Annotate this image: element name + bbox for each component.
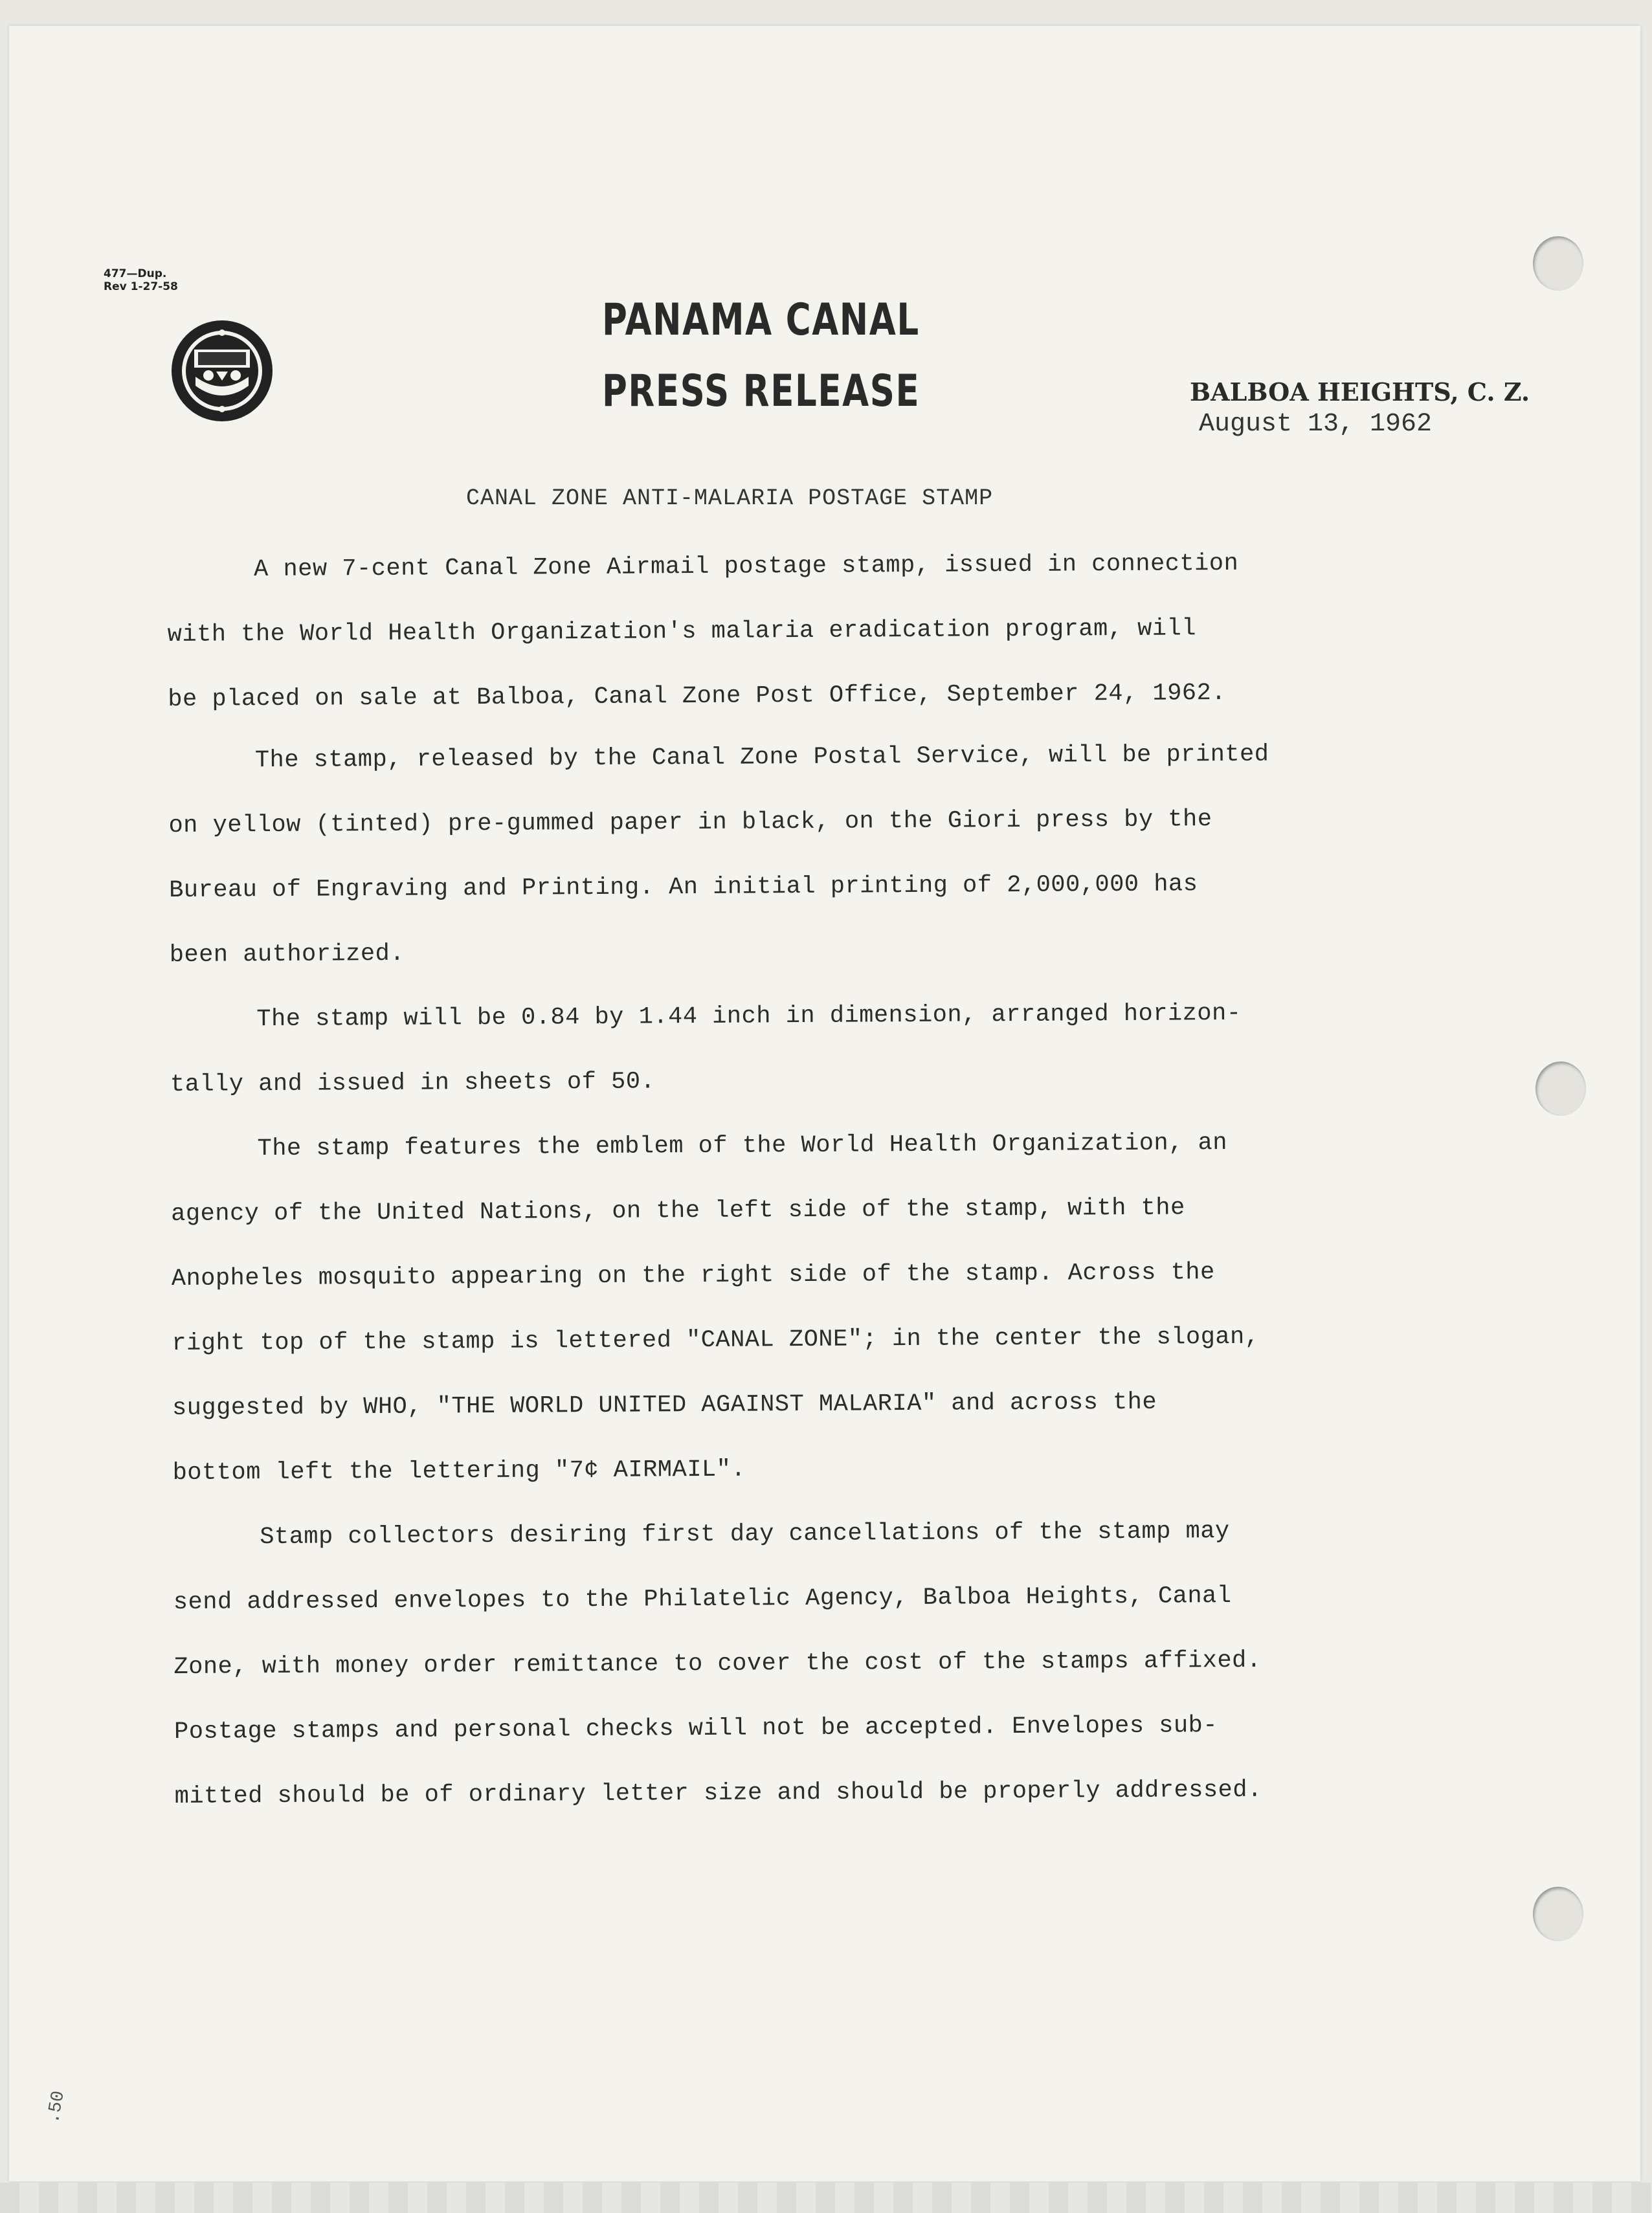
body-line: be placed on sale at Balboa, Canal Zone Post Office, September 24, 1962. [168,680,1227,713]
body-line: been authorized. [169,940,405,969]
body-line: Postage stamps and personal checks will not be accepted. Envelopes sub- [173,1712,1218,1746]
margin-note: .50 [43,2089,69,2126]
body-line: on yellow (tinted) pre-gummed paper in black, on the Giori press by the [168,806,1212,840]
body-line: Stamp collectors desiring first day cancellations of the stamp may [260,1518,1230,1551]
body-line: suggested by WHO, "THE WORLD UNITED AGAINST MALARIA" and across the [172,1388,1157,1422]
body-line: mitted should be of ordinary letter size and should be properly addressed. [174,1776,1262,1810]
form-code [104,267,178,293]
body-line: The stamp features the emblem of the World Health Organization, an [257,1129,1228,1163]
body-line: send addressed envelopes to the Philatelic Agency, Balboa Heights, Canal [173,1582,1232,1616]
body-line: Bureau of Engraving and Printing. An initial printing of 2,000,000 has [169,871,1198,904]
masthead-line2: PRESS RELEASE [602,366,921,417]
body-line: agency of the United Nations, on the left side of the stamp, with the [171,1194,1185,1228]
body-line: The stamp, released by the Canal Zone Postal Service, will be printed [254,740,1269,775]
panama-canal-seal-icon [170,318,274,423]
body-line: The stamp will be 0.84 by 1.44 inch in dimension, arranged horizon- [256,999,1242,1034]
body-line: Anopheles mosquito appearing on the right side of the stamp. Across the [171,1259,1215,1293]
body-line: bottom left the lettering "7¢ AIRMAIL". [172,1456,746,1487]
release-date: August 13, 1962 [1199,410,1433,439]
sheet-protector-edge [0,2183,1652,2213]
body-line: A new 7-cent Canal Zone Airmail postage stamp, issued in connection [253,550,1239,584]
location: BALBOA HEIGHTS, C. Z. [1190,377,1530,406]
form-code-line1: 477—Dup. [104,267,167,280]
punch-hole-top [1533,236,1583,291]
punch-hole-bottom [1533,1887,1583,1941]
body-line: tally and issued in sheets of 50. [170,1068,656,1098]
form-code-line2: Rev 1-27-58 [104,280,178,293]
masthead [602,285,955,427]
body-line: Zone, with money order remittance to cover the cost of the stamps affixed. [173,1647,1262,1681]
release-title: CANAL ZONE ANTI-MALARIA POSTAGE STAMP [466,485,994,511]
punch-hole-middle [1535,1062,1586,1116]
body-line: right top of the stamp is lettered "CANAL ZONE"; in the center the slogan, [172,1323,1260,1357]
masthead-line1: PANAMA CANAL [602,295,920,346]
body-line: with the World Health Organization's malaria eradication program, will [167,615,1197,649]
